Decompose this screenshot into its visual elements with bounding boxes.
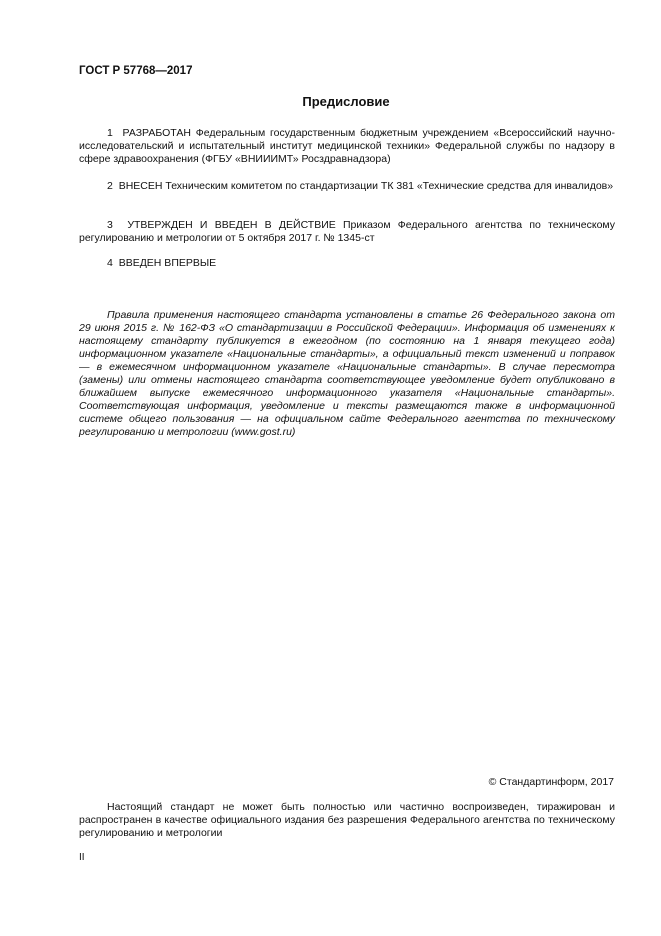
foreword-item-4: [79, 257, 615, 270]
item-text: РАЗРАБОТАН Федеральным государственным бюджетным учреждением «Всероссийский научно-исследовательский и испытательный институт медицинской техники» Федеральной службы по надзору в сфере здравоохранения (ФГБУ «ВНИИИМТ» Росздравнадзора): [79, 127, 615, 165]
standard-application-notice: [79, 309, 615, 439]
foreword-item-3: [79, 219, 615, 245]
item-text: ВНЕСЕН Техническим комитетом по стандартизации ТК 381 «Технические средства для инвалидов»: [118, 180, 614, 192]
foreword-item-1: [79, 127, 615, 166]
foreword-item-2: [79, 180, 615, 193]
item-number: 4: [107, 257, 113, 269]
item-text: ВВЕДЕН ВПЕРВЫЕ: [118, 257, 217, 269]
notice-text: Правила применения настоящего стандарта установлены в статье 26 Федерального закона от 29 июня 2015 г. № 162-ФЗ «О стандартизации в Российской Федерации». Информация об изменениях к настоящему стандарту публикуется в ежегодном (по состоянию на 1 января текущего года) информационном указателе «Национальные стандарты», а официальный текст изменений и поправок — в ежемесячном информационном указателе «Национальные стандарты». В случае пересмотра (замены) или отмены настоящего стандарта соответствующее уведомление будет опубликовано в ближайшем выпуске ежемесячного информационного указателя «Национальные стандарты». Соответствующая информация, уведомление и тексты размещаются также в информационной системе общего пользования — на официальном сайте Федерального агентства по техническому регулированию и метрологии (www.gost.ru): [79, 309, 615, 438]
item-text: УТВЕРЖДЕН И ВВЕДЕН В ДЕЙСТВИЕ Приказом Федерального агентства по техническому регулированию и метрологии от 5 октября 2017 г. № 1345-ст: [79, 219, 615, 244]
item-number: 1: [107, 127, 113, 139]
page-title: Предисловие: [302, 94, 390, 109]
reproduction-text: Настоящий стандарт не может быть полностью или частично воспроизведен, тиражирован и распространен в качестве официального издания без разрешения Федерального агентства по техническому регулированию и метрологии: [79, 801, 615, 839]
document-code: ГОСТ Р 57768—2017: [79, 65, 193, 77]
page-number: II: [79, 852, 85, 863]
item-number: 3: [107, 219, 113, 231]
copyright-line: © Стандартинформ, 2017: [488, 776, 614, 788]
reproduction-notice: [79, 801, 615, 840]
item-number: 2: [107, 180, 113, 192]
